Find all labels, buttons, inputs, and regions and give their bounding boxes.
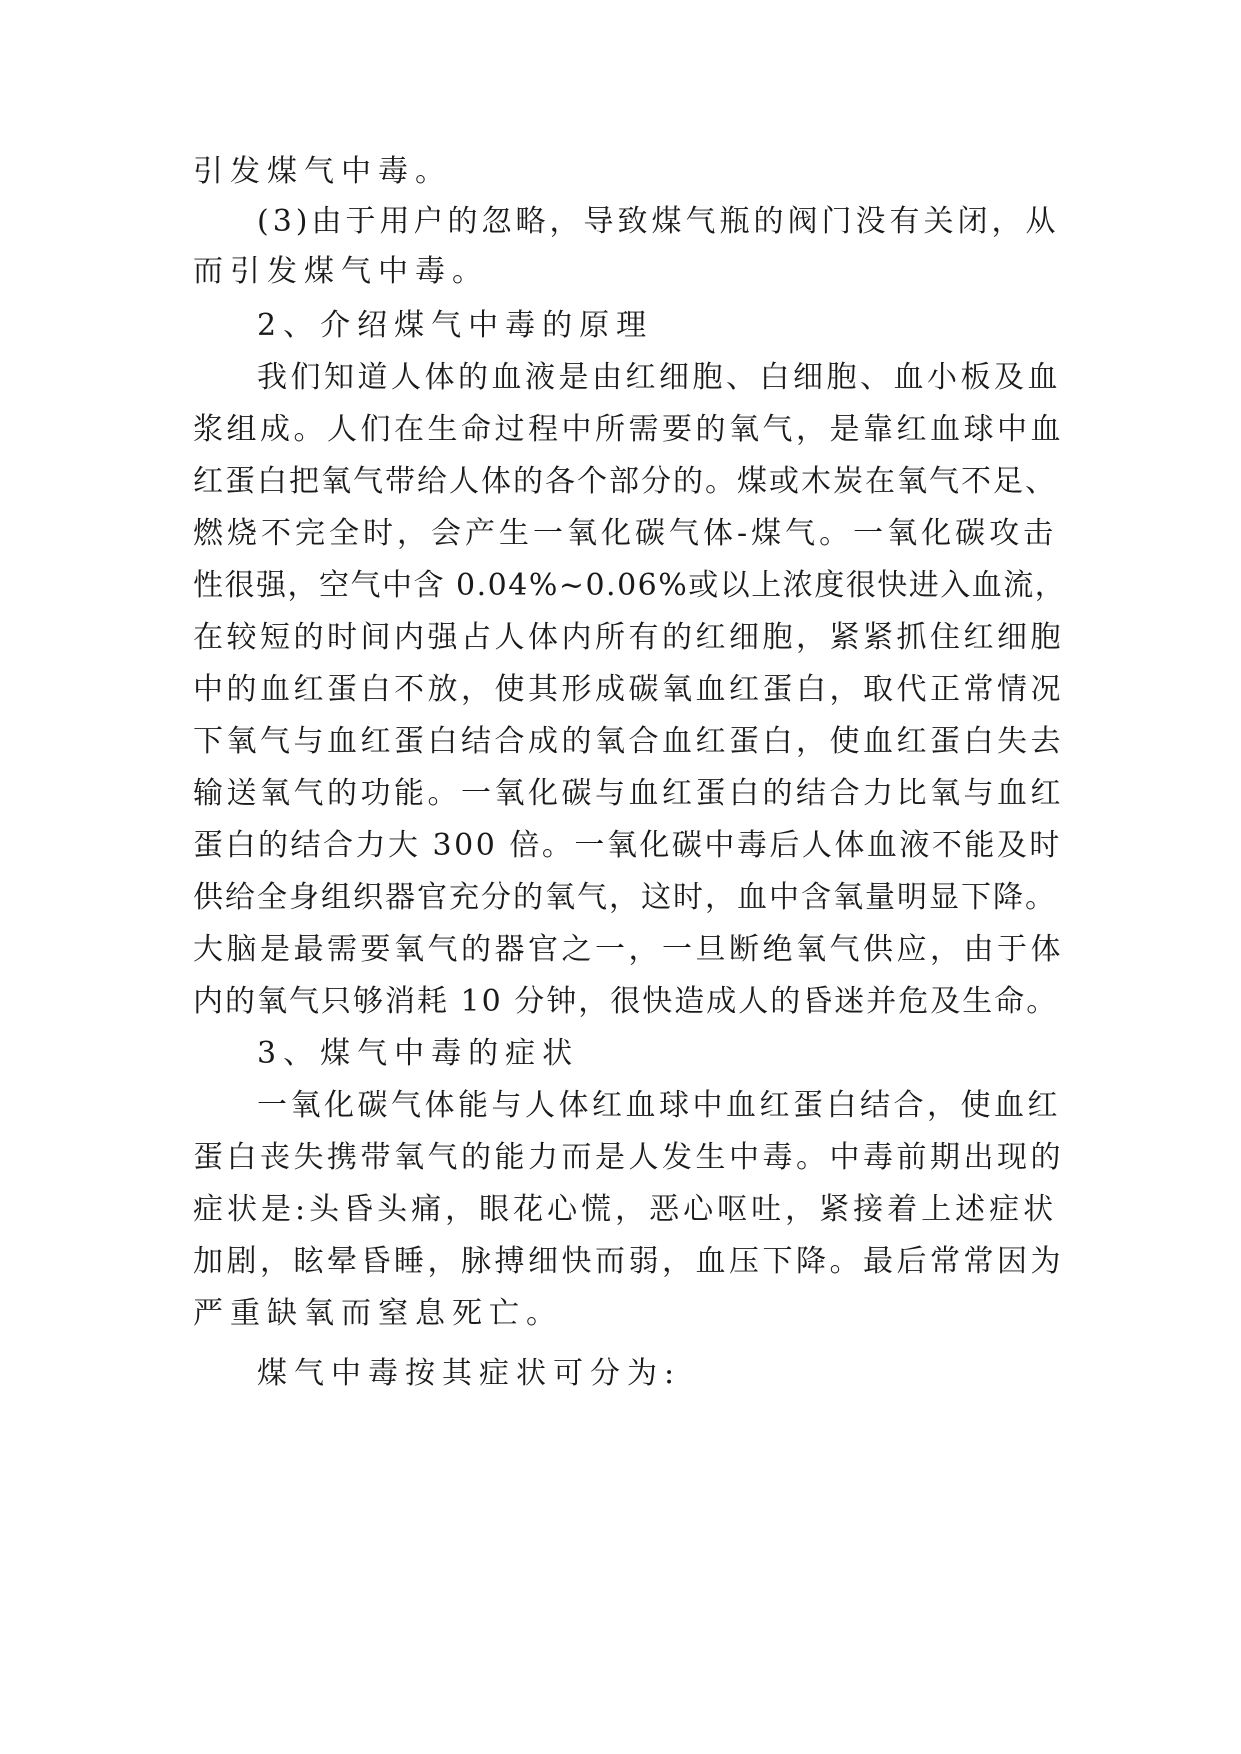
text-line: 而引发煤气中毒。: [193, 254, 489, 289]
text-line: 供给全身组织器官充分的氧气，这时，血中含氧量明显下降。: [193, 880, 1057, 915]
text-line: 燃烧不完全时，会产生一氧化碳气体-煤气。一氧化碳攻击: [193, 516, 1058, 551]
text-line: 蛋白的结合力大 300 倍。一氧化碳中毒后人体血液不能及时: [193, 828, 1062, 863]
text-line: 性很强，空气中含 0.04%~0.06%或以上浓度很快进入血流，: [193, 568, 1067, 603]
text-line: 浆组成。人们在生命过程中所需要的氧气，是靠红血球中血: [193, 412, 1064, 447]
text-line: 内的氧气只够消耗 10 分钟，很快造成人的昏迷并危及生命。: [193, 984, 1059, 1019]
text-line: 煤气中毒按其症状可分为:: [257, 1356, 682, 1391]
text-line: 中的血红蛋白不放，使其形成碳氧血红蛋白，取代正常情况: [193, 672, 1064, 707]
text-line: 一氧化碳气体能与人体红血球中血红蛋白结合，使血红: [257, 1088, 1061, 1123]
text-line: 下氧气与血红蛋白结合成的氧合血红蛋白，使血红蛋白失去: [193, 724, 1064, 759]
text-line: 大脑是最需要氧气的器官之一，一旦断绝氧气供应，由于体: [193, 932, 1064, 967]
text-line: 严重缺氧而窒息死亡。: [193, 1296, 563, 1331]
text-line: 红蛋白把氧气带给人体的各个部分的。煤或木炭在氧气不足、: [193, 464, 1057, 499]
section-heading: 2、介绍煤气中毒的原理: [257, 308, 654, 343]
text-line: 引发煤气中毒。: [193, 154, 452, 189]
text-line: (3)由于用户的忽略，导致煤气瓶的阀门没有关闭，从: [257, 204, 1060, 239]
text-line: 症状是:头昏头痛，眼花心慌，恶心呕吐，紧接着上述症状: [193, 1192, 1058, 1227]
text-line: 在较短的时间内强占人体内所有的红细胞，紧紧抓住红细胞: [193, 620, 1064, 655]
text-line: 蛋白丧失携带氧气的能力而是人发生中毒。中毒前期出现的: [193, 1140, 1064, 1175]
text-line: 加剧，眩晕昏睡，脉搏细快而弱，血压下降。最后常常因为: [193, 1244, 1064, 1279]
text-line: 我们知道人体的血液是由红细胞、白细胞、血小板及血: [257, 360, 1061, 395]
section-heading: 3、煤气中毒的症状: [257, 1036, 580, 1071]
text-line: 输送氧气的功能。一氧化碳与血红蛋白的结合力比氧与血红: [193, 776, 1064, 811]
